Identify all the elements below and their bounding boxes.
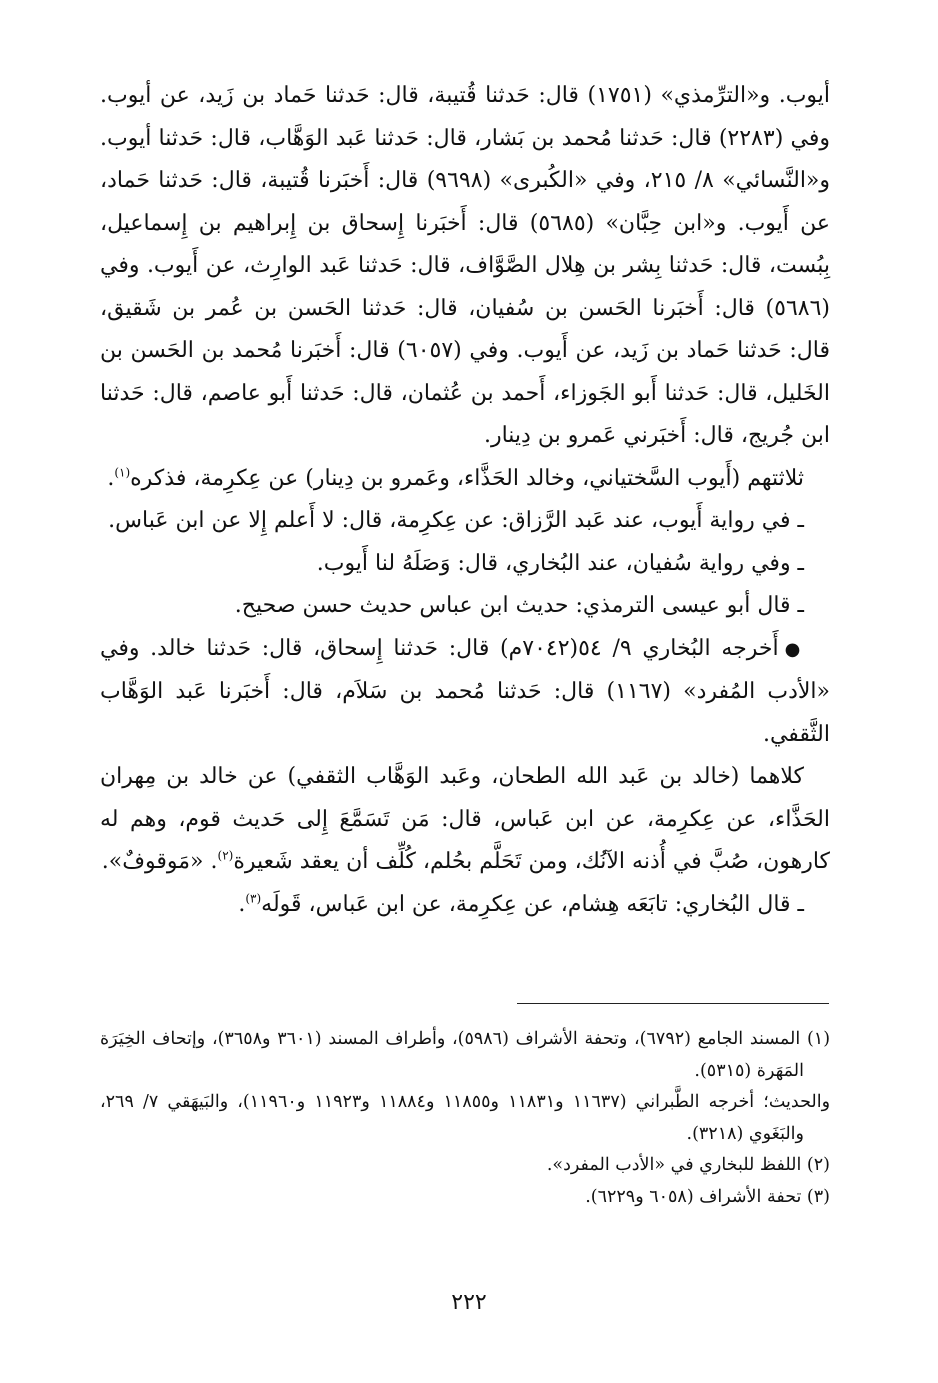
footnote-marker-1: (١) [114,465,131,480]
footnote-marker-3: (٣) [245,891,262,906]
main-text [100,75,830,926]
footnote-2: (٢) اللفظ للبخاري في «الأدب المفرد». [546,1155,830,1175]
paragraph-text: ـ قال البُخاري: تابَعَه هِشام، عن عِكرِمة، عن ابن عَباس، قَولَه [261,891,804,917]
paragraph-chain-summary: ثلاثتهم (أَيوب السَّختياني، وخالد الحَذَّاء، وعَمرو بن دِينار) عن عِكرِمة، فذكره$^{(١)}$. [107,465,804,491]
footnote-divider [517,1003,829,1004]
page-number: ٢٢٢ [451,1290,487,1315]
footnote-3: (٣) تحفة الأشراف (٦٠٥٨ و٦٢٢٩). [585,1186,830,1207]
paragraph-text: ثلاثتهم (أَيوب السَّختياني، وخالد الحَذَّاء، وعَمرو بن دِينار) عن عِكرِمة، فذكره [130,465,804,491]
paragraph-hadith-text: كلاهما (خالد بن عَبد الله الطحان، وعَبد الوَهَّاب الثقفي) عن خالد بن مِهران الحَذَّاء، عن عِكرِمة، عن ابن عَباس، قال: مَن تَسَمَّعَ إِلى حَديث قوم، وهم له كارهون، صُبَّ في أُذنه الآنُك، ومن تَحَلَّم بحُلم، كُلِّف أن يعقد شَعيرة$^{(٢)}$. «مَوقوفٌ». [100,764,830,874]
footnotes [100,1024,830,1213]
footnote-1-continued: والحديث؛ أخرجه الطَّبراني (١١٦٣٧ و١١٨٣١ و١١٨٥٥ و١١٨٨٤ و١١٩٢٣ و١١٩٦٠)، والبَيهَقي ٧/ ٢٦٩، والبَغَوي (٣٢١٨). [100,1092,831,1144]
paragraph-text: كلاهما (خالد بن عَبد الله الطحان، وعَبد الوَهَّاب الثقفي) عن خالد بن مِهران الحَذَّاء، عن عِكرِمة، عن ابن عَباس، قال: مَن تَسَمَّعَ إِلى حَديث قوم، وهم له كارهون، صُبَّ في أُذنه الآنُك، ومن تَحَلَّم بحُلم، كُلِّف أن يعقد شَعيرة [100,764,830,874]
paragraph-text: أيوب. و«الترِّمذي» (١٧٥١) قال: حَدثنا قُتيبة، قال: حَدثنا حَماد بن زَيد، عن أيوب. وفي (٢٢٨٣) قال: حَدثنا مُحمد بن بَشار، قال: حَدثنا عَبد الوَهَّاب، قال: حَدثنا أيوب. و«النَّسائي» ٨/ ٢١٥، وفي «الكُبرى» (٩٦٩٨) قال: أَخبَرنا قُتيبة، قال: حَدثنا حَماد، عن أَيوب. و«ابن حِبَّان» (٥٦٨٥) قال: أَخبَرنا إِسحاق بن إِبراهيم بن إِسماعيل، بِبُست، قال: حَدثنا بِشر بن هِلال الصَّوَّاف، قال: حَدثنا عَبد الوارِث، عن أَيوب. وفي (٥٦٨٦) قال: أَخبَرنا الحَسن بن سُفيان، قال: حَدثنا الحَسن بن عُمر بن شَقيق، قال: حَدثنا حَماد بن زَيد، عن أَيوب. وفي (٦٠٥٧) قال: أَخبَرنا مُحمد بن الحَسن بن الخَليل، قال: حَدثنا أَبو الجَوزاء، أَحمد بن عُثمان، قال: حَدثنا أَبو عاصم، قال: حَدثنا ابن جُريج، قال: أَخبَرني عَمرو بن دِينار. [100,83,831,448]
mawquf-label: «مَوقوفٌ». [101,849,204,874]
paragraph-note-ayyub [100,500,830,543]
paragraph-text: ـ قال أبو عيسى الترمذي: حديث ابن عباس حديث حسن صحيح. [234,593,804,618]
paragraph-bukhari-note: ـ قال البُخاري: تابَعَه هِشام، عن عِكرِمة، عن ابن عَباس، قَولَه$^{(٣)}$. [238,891,804,917]
paragraph-text: ـ في رواية أَيوب، عند عَبد الرَّزاق: عن عِكرِمة، قال: لا أَعلم إِلا عن ابن عَباس. [108,508,804,533]
paragraph-text: أَخرجه البُخاري ٩/ ٥٤(٧٠٤٢م) قال: حَدثنا إِسحاق، قال: حَدثنا خالد. وفي «الأدب المُفرد» (١١٦٧) قال: حَدثنا مُحمد بن سَلاَم، قال: أَخبَرنا عَبد الوَهَّاب الثَّقفي. [100,635,830,747]
bullet-icon: ● [784,638,804,660]
paragraph-note-tirmidhi [100,585,830,628]
footnote-marker-2: (٢) [217,848,234,863]
paragraph-bukhari-source [100,628,830,757]
paragraph-note-sufyan [100,543,830,586]
footnote-1: (١) المسند الجامع (٦٧٩٢)، وتحفة الأشراف (٥٩٨٦)، وأطراف المسند (٣٦٠١ و٣٦٥٨)، وإتحاف الخِيَرَة المَهَرة (٥٣١٥). [100,1029,831,1081]
paragraph-text: ـ وفي رواية سُفيان، عند البُخاري، قال: وَصَلَهُ لنا أَيوب. [316,550,804,576]
paragraph-sources [100,75,830,458]
